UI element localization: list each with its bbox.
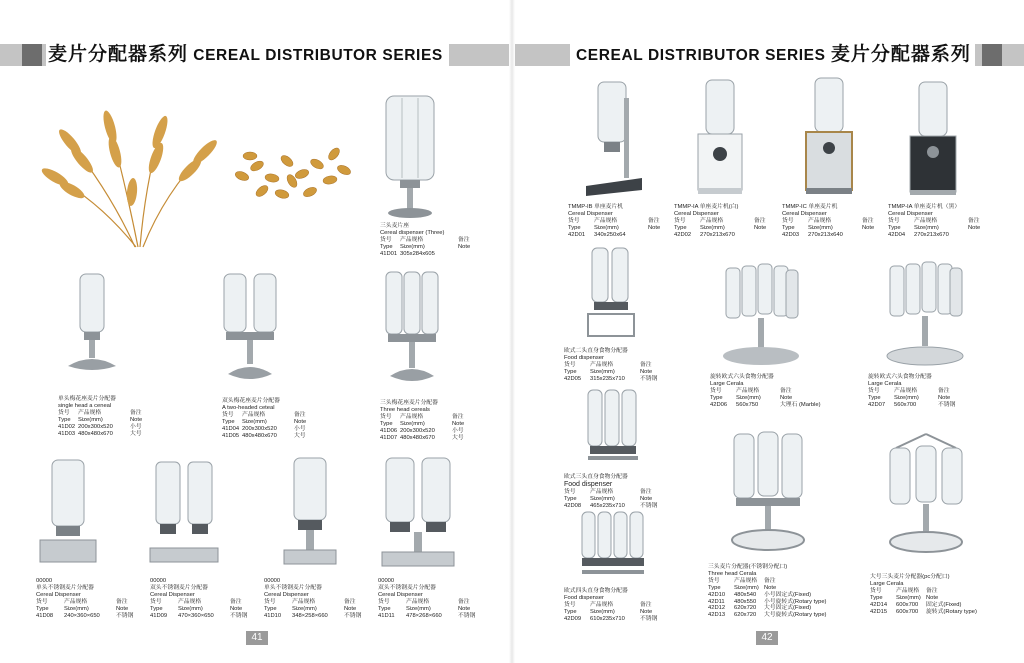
header-title-zh: 麦片分配器系列	[48, 43, 189, 65]
product-image-41d10	[278, 454, 342, 570]
page-header	[570, 42, 975, 68]
header-title-en: CEREAL DISTRIBUTOR SERIES	[193, 47, 443, 64]
page-header	[46, 42, 449, 68]
product-image-41d08	[36, 456, 100, 570]
product-image-42d14	[886, 430, 966, 558]
product-image-42d04	[904, 78, 962, 198]
product-image-42d10	[728, 428, 808, 556]
header-title-zh: 麦片分配器系列	[830, 43, 971, 65]
caption-42d06: 旋转欧式六头食物分配器 Large Cerala 货号 产品规格 备注 Type Size(mm) Note 42D06 560x750 大理石 (Marble)	[710, 374, 821, 408]
header-title-en: CEREAL DISTRIBUTOR SERIES	[576, 47, 826, 64]
caption-41d11: 00000 双头不锈钢麦片分配器 Cereal Dispenser 货号 产品规格 备注 Type Size(mm) Note 41D11 478×268×660 不锈钢	[378, 578, 476, 619]
product-image-41d01	[380, 92, 440, 220]
caption-42d05: 欧式二头直身食物分配器 Food dispenser 货号 产品规格 备注 Type Size(mm) Note 42D05 315x235x710 不锈钢	[564, 348, 658, 382]
product-image-41d02	[62, 268, 122, 378]
caption-41d10: 00000 单头不锈钢麦片分配器 Cereal Dispenser 货号 产品规格 备注 Type Size(mm) Note 41D10 348×258×660 不锈钢	[264, 578, 362, 619]
caption-41d08: 00000 单头不锈钢麦片分配器 Cereal Dispenser 货号 产品规格 备注 Type Size(mm) Note 41D08 240×360×650 不锈钢	[36, 578, 134, 619]
product-image-41d09	[148, 458, 220, 568]
product-image-42d06	[718, 262, 804, 370]
product-image-42d02	[692, 76, 748, 198]
page-number: 42	[756, 631, 778, 645]
grain-pile-illustration	[222, 136, 372, 216]
caption-42d02: TMMP-IA 单座麦片机(白) Cereal Dispenser 货号 产品规格 备注 Type Size(mm) Note 42D02 270x213x670	[674, 204, 767, 238]
caption-42d08: 欧式三头直身食物分配器 Food dispenser 货号 产品规格 备注 Type Size(mm) Note 42D08 465x235x710 不锈钢	[564, 474, 658, 509]
caption-41d04: 双头梅花座麦片分配器 A two-headed ceteal 货号 产品规格 备注 Type Size(mm) Note 41D04 200x300x520 小号 41D05 480x480x670 大号	[222, 398, 307, 439]
caption-42d14: 大号三头麦片分配器(pc分配口) Large Cerala 货号 产品规格 备注 Type Size(mm) Note 42D14 600x700 固定式(Fixed) 42D15 600x700 旋转式(Rotary type)	[870, 574, 977, 615]
caption-41d06: 三头梅花座麦片分配器 Three head cereals 货号 产品规格 备注 Type Size(mm) Note 41D06 200x300x520 小号 41D07 480x480x670 大号	[380, 400, 465, 441]
caption-41d09: 00000 双头不锈钢麦片分配器 Cereal Dispenser 货号 产品规格 备注 Type Size(mm) Note 41D09 470×360×650 不锈钢	[150, 578, 248, 619]
caption-41d01: 三头麦片座 Cereal dispenser (Three) 货号 产品规格 备注 Type Size(mm) Note 41D01 305x284x605	[380, 223, 471, 257]
caption-42d01: TMMP-IB 单座麦片机 Cereal Dispenser 货号 产品规格 备注 Type Size(mm) Note 42D01 340x250x64	[568, 204, 661, 238]
product-image-41d11	[380, 454, 456, 570]
product-image-42d01	[584, 78, 644, 198]
product-image-41d04	[218, 268, 282, 388]
caption-42d07: 旋转欧式六头食物分配器 Large Cerala 货号 产品规格 备注 Type Size(mm) Note 42D07 560x700 不锈钢	[868, 374, 956, 408]
caption-42d10: 三头麦片分配器(不锈钢分配口) Three head Cerala 货号 产品规格 备注 Type Size(mm) Note 42D10 480x540 小号固定式(Fixed) 42D11 480x550 小号旋转式(Rotary type) 42D12 620x720 大号固定式(Fixed) 42D13 620x720 大号旋转式(Rotary type)	[708, 564, 827, 619]
product-image-41d06	[382, 266, 442, 390]
header-band-marker	[22, 44, 42, 66]
product-image-42d03	[800, 74, 858, 198]
caption-41d02: 单头梅花座麦片分配器 single head a ceneal 货号 产品规格 备注 Type Size(mm) Note 41D02 200x300x520 小号 41D03 480x480x670 大号	[58, 396, 143, 437]
catalog-page-42	[512, 0, 1024, 663]
product-image-42d05	[586, 244, 636, 340]
caption-42d04: TMMP-IA 单座麦片机（黑） Cereal Dispenser 货号 产品规格 备注 Type Size(mm) Note 42D04 270x213x670	[888, 204, 981, 238]
caption-42d09: 欧式四头直身食物分配器 Food dispenser 货号 产品规格 备注 Type Size(mm) Note 42D09 610x235x710 不锈钢	[564, 588, 658, 622]
product-image-42d09	[580, 508, 646, 582]
wheat-illustration	[40, 72, 240, 252]
header-band-marker	[982, 44, 1002, 66]
page-number: 41	[246, 631, 268, 645]
product-image-42d07	[882, 260, 968, 370]
caption-42d03: TMMP-IC 单座麦片机 Cereal Dispenser 货号 产品规格 备注 Type Size(mm) Note 42D03 270x213x640	[782, 204, 875, 238]
product-image-42d08	[586, 386, 640, 470]
page-spine	[509, 0, 515, 663]
